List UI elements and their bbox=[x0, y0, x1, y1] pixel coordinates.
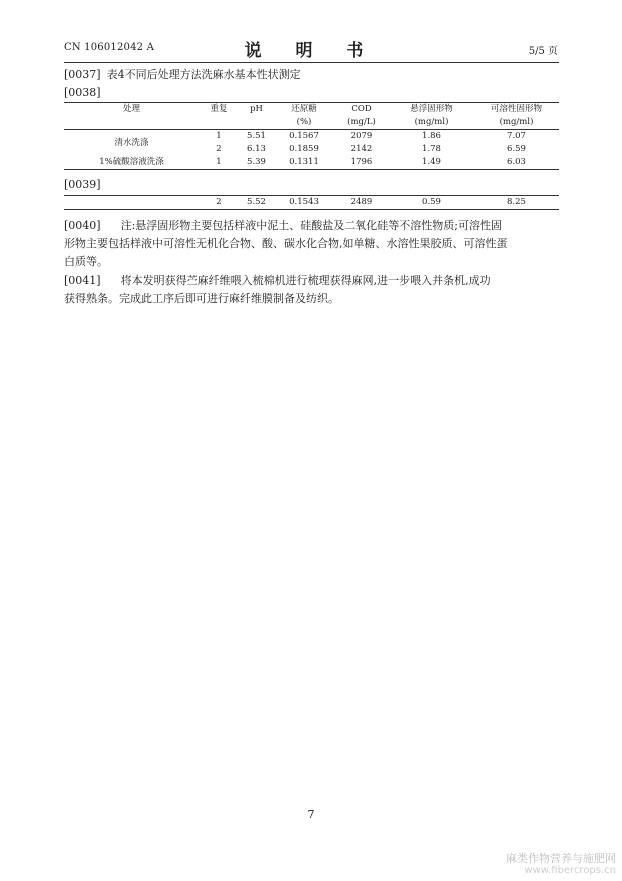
note-line: 形物主要包括样液中可溶性无机化合物、酸、碳水化合物,如单糖、水溶性果胶质、可溶性蛋 bbox=[64, 237, 508, 250]
table-cell: 1796 bbox=[334, 156, 389, 170]
table-row bbox=[64, 196, 559, 210]
body-line: 将本发明获得苎麻纤维喂入梳棉机进行梳理获得麻网,进一步喂入并条机,成功 bbox=[120, 274, 491, 287]
header-cell: 还原糖 bbox=[291, 104, 317, 114]
table-cell: 1.49 bbox=[389, 156, 474, 170]
header-cell: COD bbox=[351, 104, 372, 114]
table-cell: 1.78 bbox=[422, 144, 441, 154]
header-cell: 可溶性固形物 bbox=[490, 104, 542, 114]
table-cell: 1.86 bbox=[422, 131, 441, 141]
paragraph-0037 bbox=[64, 66, 559, 84]
paragraph-number: [0037] bbox=[64, 68, 101, 81]
paragraph-0040 bbox=[64, 217, 559, 271]
header-cell: (mg/ml) bbox=[389, 116, 474, 130]
header-cell: pH bbox=[250, 104, 263, 114]
header-cell: (%) bbox=[274, 116, 334, 130]
table-cell: 6.03 bbox=[474, 156, 559, 170]
table-cell: 2079 bbox=[350, 131, 373, 141]
table-cell: 1%硫酸溶液洗涤 bbox=[64, 156, 199, 170]
table-cell: 8.25 bbox=[474, 196, 559, 210]
table-cell: 0.1311 bbox=[274, 156, 334, 170]
paragraph-0039 bbox=[64, 176, 559, 194]
document-title: 说 明 书 bbox=[244, 41, 378, 61]
watermark-title: 麻类作物营养与施肥网 bbox=[506, 852, 616, 865]
table-cell: 2 bbox=[216, 144, 222, 154]
watermark-url: www.fibercrops.cn bbox=[524, 865, 616, 876]
body-line: 获得熟条。完成此工序后即可进行麻纤维膜制备及纺织。 bbox=[64, 292, 339, 305]
header-cell: (mg/ml) bbox=[474, 116, 559, 130]
table-cell: 2489 bbox=[334, 196, 389, 210]
data-table-1 bbox=[64, 102, 559, 170]
header-cell: (mg/L) bbox=[334, 116, 389, 130]
table-cell bbox=[64, 196, 199, 210]
header-cell bbox=[239, 116, 274, 130]
table-cell: 清水洗涤 bbox=[114, 137, 149, 148]
table-cell: 6.59 bbox=[507, 144, 526, 154]
paragraph-number: [0038] bbox=[64, 86, 101, 99]
page-number: 7 bbox=[307, 808, 315, 821]
table-cell: 0.1859 bbox=[289, 144, 319, 154]
header-cell: 悬浮固形物 bbox=[410, 104, 453, 114]
paragraph-number: [0039] bbox=[64, 178, 101, 191]
table-cell: 1 bbox=[216, 131, 222, 141]
table-caption: 表4不同后处理方法洗麻水基本性状测定 bbox=[106, 68, 301, 81]
header-divider bbox=[64, 62, 559, 63]
data-table-2 bbox=[64, 195, 559, 210]
page-indicator: 5/5 页 bbox=[528, 46, 558, 57]
note-line: 注:悬浮固形物主要包括样液中泥土、硅酸盐及二氧化硅等不溶性物质;可溶性固 bbox=[120, 219, 502, 232]
patent-number: CN 106012042 A bbox=[64, 42, 155, 53]
note-line: 白质等。 bbox=[64, 255, 108, 268]
table-row bbox=[64, 156, 559, 170]
paragraph-number: [0040] bbox=[64, 219, 101, 232]
header-cell bbox=[199, 116, 239, 130]
header-cell: 处理 bbox=[122, 104, 140, 114]
table-cell: 2142 bbox=[350, 144, 373, 154]
table-cell: 5.52 bbox=[239, 196, 274, 210]
header-cell: 重复 bbox=[210, 104, 228, 114]
table-cell: 1 bbox=[199, 156, 239, 170]
table-header-row-units bbox=[64, 116, 559, 130]
table-cell: 7.07 bbox=[507, 131, 526, 141]
table-cell: 0.1567 bbox=[289, 131, 319, 141]
table-cell: 0.1543 bbox=[274, 196, 334, 210]
table-row bbox=[64, 130, 559, 144]
table-cell: 6.13 bbox=[247, 144, 266, 154]
paragraph-0041 bbox=[64, 272, 559, 308]
table-cell: 5.39 bbox=[239, 156, 274, 170]
table-cell: 5.51 bbox=[247, 131, 266, 141]
table-cell: 0.59 bbox=[389, 196, 474, 210]
header-cell bbox=[64, 116, 199, 130]
table-header-row bbox=[64, 103, 559, 117]
paragraph-0038 bbox=[64, 84, 559, 102]
paragraph-number: [0041] bbox=[64, 274, 101, 287]
table-cell: 2 bbox=[199, 196, 239, 210]
